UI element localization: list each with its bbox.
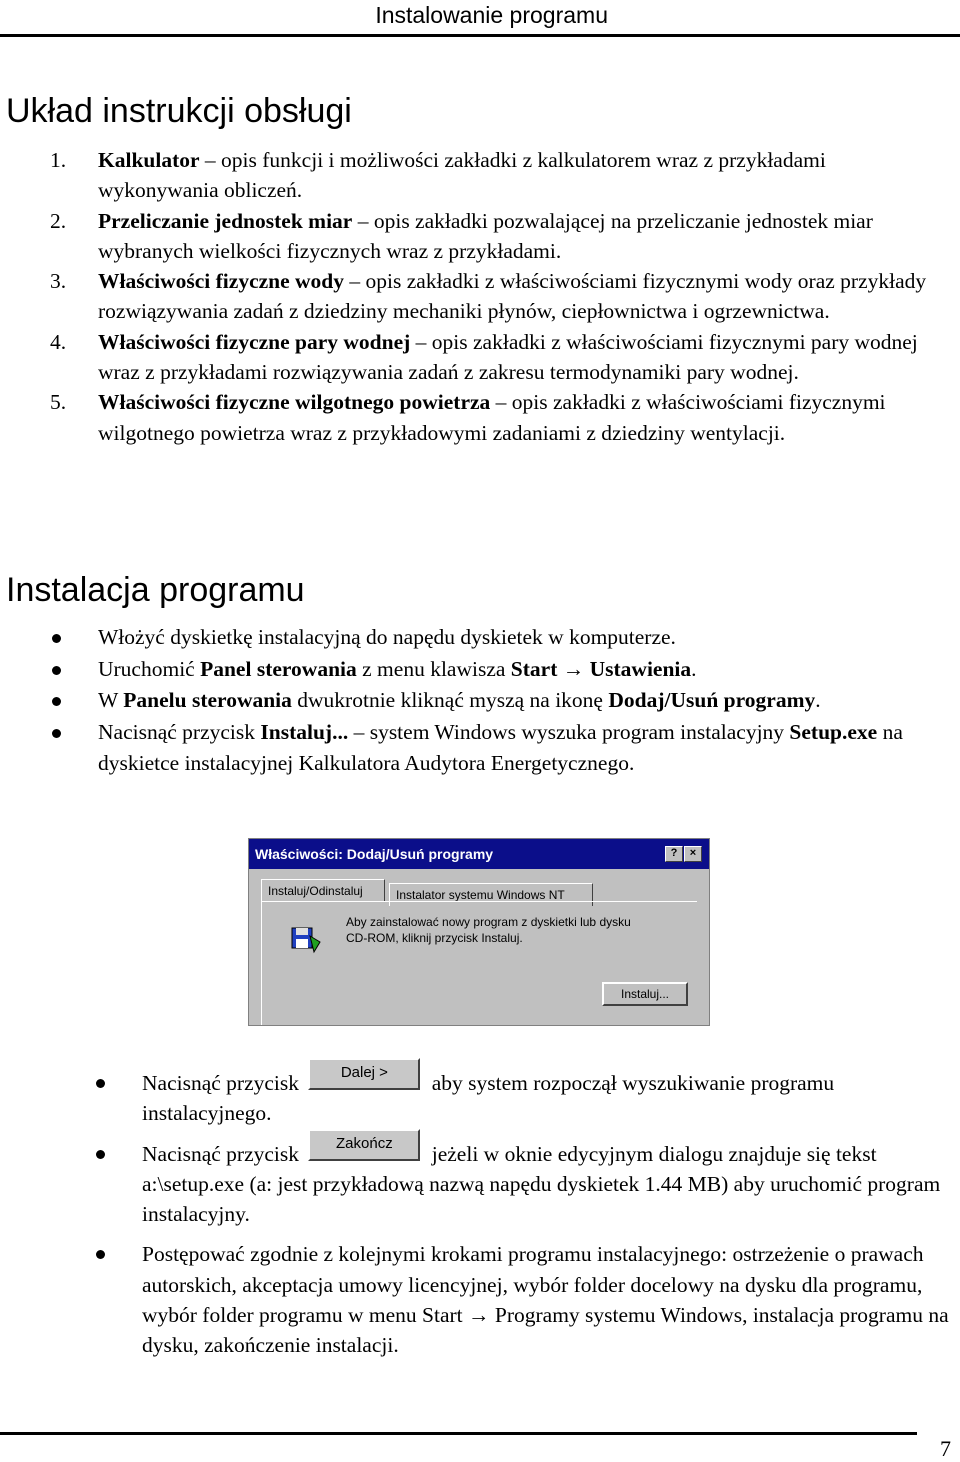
step-text: na dyskietce instalacyjnej Kalkulatora Audytora Energetycznego.: [98, 719, 903, 775]
finish-button[interactable]: Zakończ: [308, 1129, 420, 1161]
start-label: Start: [510, 656, 558, 681]
step-text: jeżeli w oknie edycyjnym dialogu znajduje się tekst a:\setup.exe (a: jest przykładową nazwą napędu dyskietek 1.44 MB) aby uruchomić program instalacyjny.: [142, 1141, 941, 1227]
step-text: Włożyć dyskietkę instalacyjną do napędu dyskietek w komputerze.: [98, 625, 676, 649]
list-item: [50, 622, 950, 654]
step-text: Nacisnąć przycisk: [98, 719, 261, 744]
bullet-icon: [52, 697, 61, 706]
step-text: dwukrotnie kliknąć myszą na ikonę: [291, 688, 609, 712]
dialog-title: Właściwości: Dodaj/Usuń programy: [255, 846, 494, 862]
arrow-right-icon: →: [562, 656, 585, 681]
item-description: – opis funkcji i możliwości zakładki z kalkulatorem wraz z przykładami wykonywania obliczeń.: [98, 148, 826, 203]
list-item: [50, 654, 950, 686]
install-button[interactable]: Instaluj...: [602, 982, 688, 1006]
item-title: Właściwości fizyczne pary wodnej: [98, 329, 411, 354]
step-text: – system Windows wyszuka program instalacyjny: [348, 719, 790, 744]
running-header: Instalowanie programu: [375, 2, 608, 28]
item-title: Kalkulator: [98, 148, 200, 172]
footer-rule: [0, 1432, 917, 1435]
step-text: Nacisnąć przycisk: [142, 1071, 305, 1095]
item-title: Przeliczanie jednostek miar: [98, 208, 353, 233]
bullet-icon: [96, 1150, 105, 1159]
list-item: [92, 1239, 957, 1360]
item-description: – opis zakładki z właściwościami fizycznymi pary wodnej wraz z przykładami rozwiązywania zadań z zakresu termodynamiki pary wodnej.: [98, 329, 918, 385]
step-text: aby system rozpoczął wyszukiwanie programu instalacyjnego.: [142, 1071, 835, 1126]
step-text: .: [691, 656, 697, 681]
list-item: [92, 1134, 957, 1230]
step-text: Programy systemu Windows, instalacja programu na dysku, zakończenie instalacji.: [142, 1303, 949, 1358]
item-number: 2.: [50, 208, 67, 233]
dialog-instructions: Aby zainstalować nowy program z dyskietki lub dysku CD-ROM, kliknij przycisk Instaluj.: [346, 915, 631, 945]
step-text: z menu klawisza: [356, 656, 511, 681]
list-item: [92, 1064, 957, 1129]
installation-steps: [50, 622, 950, 780]
header-rule: [0, 34, 960, 37]
item-description: – opis zakładki z właściwościami fizycznymi wody oraz przykłady rozwiązywania zadań z dziedziny mechaniki płynów, ciepłownictwa i ogrzewnictwa.: [98, 269, 927, 324]
next-button[interactable]: Dalej >: [308, 1058, 420, 1090]
bullet-icon: [96, 1250, 105, 1259]
step-text: .: [815, 688, 821, 712]
section-title-manual-layout: Układ instrukcji obsługi: [6, 92, 352, 130]
bullet-icon: [96, 1079, 105, 1088]
tab-install-uninstall[interactable]: Instaluj/Odinstaluj: [261, 879, 385, 902]
settings-label: Ustawienia: [589, 656, 692, 681]
arrow-right-icon: →: [468, 1303, 490, 1328]
list-item: [50, 717, 950, 780]
list-item: [50, 206, 950, 267]
item-title: Właściwości fizyczne wody: [98, 269, 345, 294]
chapter-list: [50, 145, 950, 448]
item-number: 3.: [50, 269, 67, 294]
step-text: Nacisnąć przycisk: [142, 1141, 305, 1166]
further-steps: [92, 1064, 957, 1371]
list-item: [50, 266, 950, 327]
item-title: Właściwości fizyczne wilgotnego powietrza: [98, 390, 491, 415]
install-disk-icon: [288, 922, 322, 956]
step-text: Uruchomić: [98, 656, 201, 681]
bullet-icon: [52, 729, 61, 738]
tab-windows-nt-setup[interactable]: Instalator systemu Windows NT: [389, 883, 593, 906]
add-remove-programs-label: Dodaj/Usuń programy: [608, 688, 816, 712]
list-item: [50, 387, 950, 448]
item-number: 5.: [50, 390, 67, 415]
item-number: 1.: [50, 148, 67, 172]
section-title-installation: Instalacja programu: [6, 571, 305, 609]
bullet-icon: [52, 634, 61, 643]
list-item: [50, 145, 950, 206]
setup-exe-label: Setup.exe: [789, 719, 878, 744]
tab-panel: [261, 901, 697, 1025]
list-item: [50, 327, 950, 388]
item-description: – opis zakładki pozwalającej na przeliczanie jednostek miar wybranych wielkości fizycznych wraz z przykładami.: [98, 208, 873, 263]
page-number: 7: [940, 1436, 951, 1461]
step-text: Postępować zgodnie z kolejnymi krokami programu instalacyjnego: ostrzeżenie o prawach autorskich, akceptacja umowy licencyjnej, wybór folder docelowy na dysku dla programu, wybór folder programu w menu Start: [142, 1242, 924, 1328]
item-description: – opis zakładki z właściwościami fizycznymi wilgotnego powietrza wraz z przykładowymi zadaniami z dziedziny wentylacji.: [98, 390, 886, 445]
control-panel-label: Panelu sterowania: [123, 688, 292, 712]
step-text: W: [98, 688, 124, 712]
dialog-title-bar: [249, 839, 709, 869]
install-label: Instaluj...: [260, 719, 349, 744]
list-item: [50, 685, 950, 717]
close-button[interactable]: ×: [684, 846, 702, 862]
help-button[interactable]: ?: [665, 846, 683, 862]
item-number: 4.: [50, 329, 67, 354]
control-panel-label: Panel sterowania: [200, 656, 357, 681]
add-remove-programs-dialog: [248, 838, 710, 1026]
bullet-icon: [52, 666, 61, 675]
